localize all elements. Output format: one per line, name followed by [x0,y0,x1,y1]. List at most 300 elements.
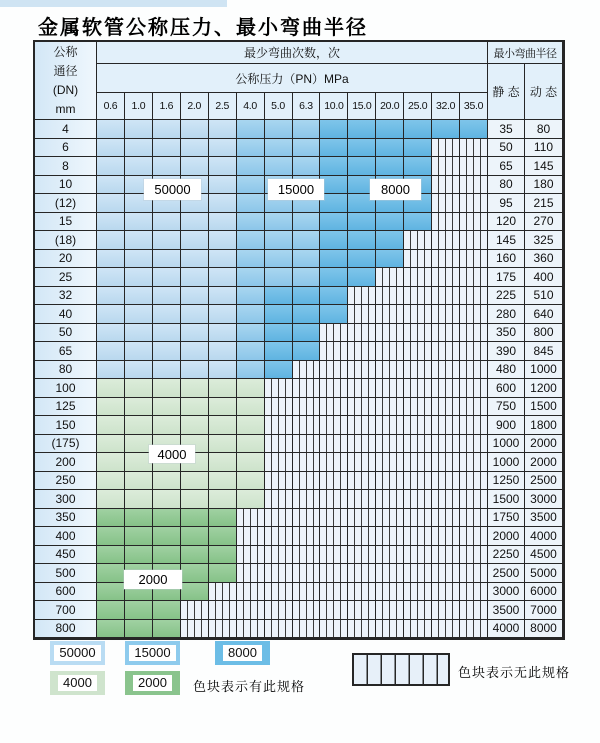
spec-cell [209,194,237,213]
dynamic-radius-value: 1500 [525,398,563,417]
spec-cell [237,342,265,361]
spec-cell [348,268,376,287]
spec-cell-none [348,453,376,472]
static-radius-value: 600 [488,379,525,398]
spec-cell [320,157,348,176]
spec-cell [97,527,125,546]
spec-cell-none [432,139,460,158]
spec-cell [181,213,209,232]
dynamic-radius-value: 80 [525,120,563,139]
spec-cell [320,231,348,250]
legend-swatch-15000 [125,641,180,665]
spec-cell [265,305,293,324]
dynamic-radius-value: 640 [525,305,563,324]
spec-cell-none [460,361,488,380]
static-radius-value: 120 [488,213,525,232]
spec-cell-none [320,564,348,583]
spec-cell-none [320,324,348,343]
spec-cell-none [404,305,432,324]
spec-cell-none [404,231,432,250]
label-2000-cycles: 2000 [124,570,182,589]
spec-cell-none [432,490,460,509]
spec-cell-none [376,472,404,491]
spec-cell-none [237,620,265,639]
spec-cell-none [432,416,460,435]
static-radius-value: 3000 [488,583,525,602]
spec-cell-none [237,546,265,565]
spec-cell-none [404,268,432,287]
spec-cell [97,231,125,250]
spec-cell [125,213,153,232]
spec-cell [348,157,376,176]
spec-cell-none [320,546,348,565]
spec-table [33,40,565,640]
spec-cell [153,213,181,232]
spec-cell-none [460,231,488,250]
spec-cell-none [237,601,265,620]
spec-cell-none [432,453,460,472]
label-15000-cycles: 15000 [268,179,324,200]
spec-cell [125,287,153,306]
spec-cell [97,213,125,232]
spec-cell-none [320,601,348,620]
spec-cell [153,139,181,158]
spec-cell [209,546,237,565]
spec-cell-none [404,527,432,546]
spec-cell-none [348,527,376,546]
spec-cell-none [209,620,237,639]
spec-cell-none [432,620,460,639]
legend-has-spec-note: 色块表示有此规格 [193,679,306,694]
spec-cell [209,379,237,398]
spec-cell [293,231,321,250]
spec-cell-none [320,509,348,528]
spec-table-grid [35,42,563,638]
spec-cell-none [432,176,460,195]
spec-cell-none [293,546,321,565]
spec-cell-none [348,620,376,639]
spec-cell [265,361,293,380]
spec-cell-none [460,139,488,158]
row-dn-label: 100 [35,379,97,398]
spec-cell-none [348,324,376,343]
spec-cell [376,250,404,269]
spec-cell [181,139,209,158]
spec-cell [209,324,237,343]
spec-cell-none [376,398,404,417]
static-radius-value: 1500 [488,490,525,509]
spec-cell-none [348,287,376,306]
spec-cell [209,120,237,139]
spec-cell-none [376,324,404,343]
spec-cell-none [460,564,488,583]
dn-header-line: 公称 [53,44,78,59]
spec-cell [237,490,265,509]
static-radius-value: 175 [488,268,525,287]
spec-cell-none [293,379,321,398]
spec-cell [293,342,321,361]
spec-cell-none [376,564,404,583]
spec-cell [153,361,181,380]
row-dn-label: 800 [35,620,97,639]
legend-swatch-label: 8000 [223,645,262,661]
spec-cell-none [320,490,348,509]
spec-cell-none [237,583,265,602]
spec-cell [293,157,321,176]
spec-cell [265,342,293,361]
pn-col-header: 35.0 [460,93,488,120]
spec-cell [125,546,153,565]
spec-cell-none [460,583,488,602]
static-radius-value: 160 [488,250,525,269]
spec-cell [293,305,321,324]
spec-cell [237,250,265,269]
spec-cell [97,435,125,454]
spec-cell [209,176,237,195]
dynamic-radius-value: 215 [525,194,563,213]
spec-cell [376,139,404,158]
spec-cell [237,194,265,213]
spec-cell [404,157,432,176]
spec-cell [181,379,209,398]
row-dn-label: 40 [35,305,97,324]
spec-cell-none [348,472,376,491]
spec-cell [153,268,181,287]
spec-cell [265,287,293,306]
spec-cell-none [432,435,460,454]
row-dn-label: 25 [35,268,97,287]
spec-cell-none [293,620,321,639]
static-column-header: 静 态 [488,64,525,120]
spec-cell [97,361,125,380]
spec-cell-none [432,361,460,380]
spec-cell-none [209,601,237,620]
spec-cell-none [320,398,348,417]
spec-cell-none [460,305,488,324]
spec-cell [153,416,181,435]
spec-cell-none [404,250,432,269]
spec-cell-none [404,583,432,602]
spec-cell-none [404,453,432,472]
spec-cell [209,231,237,250]
spec-cell [237,268,265,287]
spec-cell [209,453,237,472]
spec-cell [153,287,181,306]
spec-cell [293,213,321,232]
spec-cell-none [460,527,488,546]
dynamic-radius-value: 5000 [525,564,563,583]
row-dn-label: (175) [35,435,97,454]
spec-cell [97,268,125,287]
spec-cell [293,120,321,139]
dn-header-line: mm [55,101,76,116]
spec-cell [125,305,153,324]
spec-cell-none [404,287,432,306]
spec-cell [153,546,181,565]
spec-cell [237,435,265,454]
nominal-pressure-header: 公称压力（PN）MPa [97,64,488,93]
spec-cell [97,416,125,435]
spec-cell [125,157,153,176]
static-radius-value: 900 [488,416,525,435]
legend-swatch-8000 [215,641,270,665]
spec-cell-none [320,361,348,380]
spec-cell-none [404,416,432,435]
spec-cell-none [432,157,460,176]
row-dn-label: 20 [35,250,97,269]
spec-cell-none [460,268,488,287]
spec-cell-none [265,509,293,528]
spec-cell-none [376,601,404,620]
spec-cell-none [348,379,376,398]
spec-cell-none [320,416,348,435]
static-radius-value: 95 [488,194,525,213]
dynamic-radius-value: 845 [525,342,563,361]
spec-cell [125,620,153,639]
spec-cell [153,305,181,324]
spec-cell-none [348,509,376,528]
spec-cell [348,213,376,232]
row-dn-label: 450 [35,546,97,565]
static-radius-value: 80 [488,176,525,195]
spec-cell [153,527,181,546]
spec-cell-none [460,213,488,232]
spec-cell [293,268,321,287]
spec-cell [209,490,237,509]
dn-header-line: 通径 [53,63,78,78]
spec-cell [237,324,265,343]
spec-cell [97,601,125,620]
spec-cell [181,157,209,176]
spec-cell [432,120,460,139]
spec-cell-none [376,527,404,546]
spec-cell-none [265,490,293,509]
spec-cell-none [404,620,432,639]
spec-cell [97,176,125,195]
spec-cell [153,250,181,269]
spec-cell [209,139,237,158]
spec-cell [293,324,321,343]
spec-cell-none [460,398,488,417]
spec-cell [97,546,125,565]
dynamic-radius-value: 3000 [525,490,563,509]
static-radius-value: 1250 [488,472,525,491]
spec-cell [153,120,181,139]
spec-cell [237,305,265,324]
spec-cell [265,268,293,287]
spec-cell-none [265,398,293,417]
spec-cell [125,231,153,250]
dynamic-radius-value: 7000 [525,601,563,620]
spec-cell-none [348,490,376,509]
spec-cell-none [348,398,376,417]
spec-cell-none [320,453,348,472]
spec-cell-none [404,435,432,454]
spec-cell [97,287,125,306]
spec-cell [181,583,209,602]
spec-cell [237,213,265,232]
spec-cell [265,250,293,269]
pn-col-header: 5.0 [265,93,293,120]
spec-cell-none [376,490,404,509]
spec-cell [97,194,125,213]
row-dn-label: 200 [35,453,97,472]
row-dn-label: 150 [35,416,97,435]
spec-cell-none [237,564,265,583]
legend-swatch-label: 2000 [133,675,172,691]
spec-cell-none [432,601,460,620]
spec-cell-none [293,527,321,546]
spec-cell-none [265,416,293,435]
spec-cell [320,120,348,139]
spec-cell-none [265,472,293,491]
static-radius-value: 3500 [488,601,525,620]
spec-cell-none [320,435,348,454]
spec-cell-none [293,361,321,380]
spec-cell-none [460,601,488,620]
spec-cell-none [404,601,432,620]
static-radius-value: 750 [488,398,525,417]
page-title: 金属软管公称压力、最小弯曲半径 [38,15,368,39]
spec-cell-none [265,453,293,472]
spec-cell-none [460,620,488,639]
spec-cell [97,398,125,417]
spec-cell [376,157,404,176]
spec-cell [125,509,153,528]
pn-col-header: 20.0 [376,93,404,120]
spec-cell [237,453,265,472]
spec-cell-none [293,435,321,454]
spec-cell-none [320,379,348,398]
static-radius-value: 1000 [488,453,525,472]
dynamic-radius-value: 110 [525,139,563,158]
dynamic-radius-value: 270 [525,213,563,232]
spec-cell [181,268,209,287]
spec-cell-none [432,564,460,583]
spec-cell [237,231,265,250]
spec-cell [320,287,348,306]
spec-cell-none [432,342,460,361]
spec-cell-none [376,287,404,306]
row-dn-label: 8 [35,157,97,176]
spec-cell-none [376,268,404,287]
spec-cell [209,157,237,176]
spec-cell-none [376,379,404,398]
spec-cell-none [293,583,321,602]
dynamic-radius-value: 2500 [525,472,563,491]
spec-cell-none [348,342,376,361]
spec-cell [125,139,153,158]
spec-cell-none [237,509,265,528]
row-dn-label: 300 [35,490,97,509]
spec-cell-none [460,324,488,343]
legend-swatch-4000 [50,671,105,695]
spec-cell [97,583,125,602]
spec-cell [181,324,209,343]
spec-cell [404,213,432,232]
spec-cell [320,305,348,324]
spec-cell-none [320,527,348,546]
spec-cell-none [181,601,209,620]
spec-cell-none [404,379,432,398]
spec-cell-none [432,213,460,232]
spec-cell [125,416,153,435]
spec-cell-none [432,268,460,287]
spec-cell [209,527,237,546]
dynamic-column-header: 动 态 [525,64,563,120]
spec-cell [376,213,404,232]
spec-cell [125,527,153,546]
spec-cell [265,139,293,158]
spec-cell-none [348,583,376,602]
spec-cell-none [432,546,460,565]
spec-cell [209,416,237,435]
spec-cell [265,324,293,343]
dynamic-radius-value: 800 [525,324,563,343]
row-dn-label: 400 [35,527,97,546]
spec-cell [209,342,237,361]
spec-cell-none [404,342,432,361]
spec-cell-none [265,379,293,398]
spec-cell [237,361,265,380]
label-8000-cycles: 8000 [370,179,421,200]
dynamic-radius-value: 325 [525,231,563,250]
spec-cell-none [460,342,488,361]
spec-cell-none [376,583,404,602]
pn-col-header: 0.6 [97,93,125,120]
spec-cell [181,490,209,509]
spec-cell [209,213,237,232]
dynamic-radius-value: 2000 [525,453,563,472]
spec-cell-none [460,490,488,509]
spec-cell-none [432,305,460,324]
static-radius-value: 50 [488,139,525,158]
spec-cell [125,601,153,620]
spec-cell [237,287,265,306]
row-dn-label: 4 [35,120,97,139]
legend-no-spec-swatch [352,653,450,686]
spec-cell-none [348,564,376,583]
spec-cell [404,139,432,158]
spec-cell [153,509,181,528]
spec-cell-none [293,490,321,509]
spec-cell [209,305,237,324]
spec-cell [97,324,125,343]
spec-cell-none [404,490,432,509]
spec-cell [153,231,181,250]
spec-cell-none [265,564,293,583]
spec-cell-none [404,509,432,528]
spec-cell-none [209,583,237,602]
spec-cell-none [348,435,376,454]
spec-cell [181,472,209,491]
spec-cell-none [432,324,460,343]
spec-cell [209,398,237,417]
spec-cell [125,120,153,139]
spec-cell-none [432,287,460,306]
spec-cell [125,490,153,509]
spec-cell-none [293,509,321,528]
spec-cell-none [460,287,488,306]
dynamic-radius-value: 180 [525,176,563,195]
spec-cell-none [376,620,404,639]
spec-cell-none [376,305,404,324]
spec-cell [125,268,153,287]
spec-cell [97,157,125,176]
spec-cell [97,472,125,491]
static-radius-value: 225 [488,287,525,306]
spec-cell-none [293,416,321,435]
